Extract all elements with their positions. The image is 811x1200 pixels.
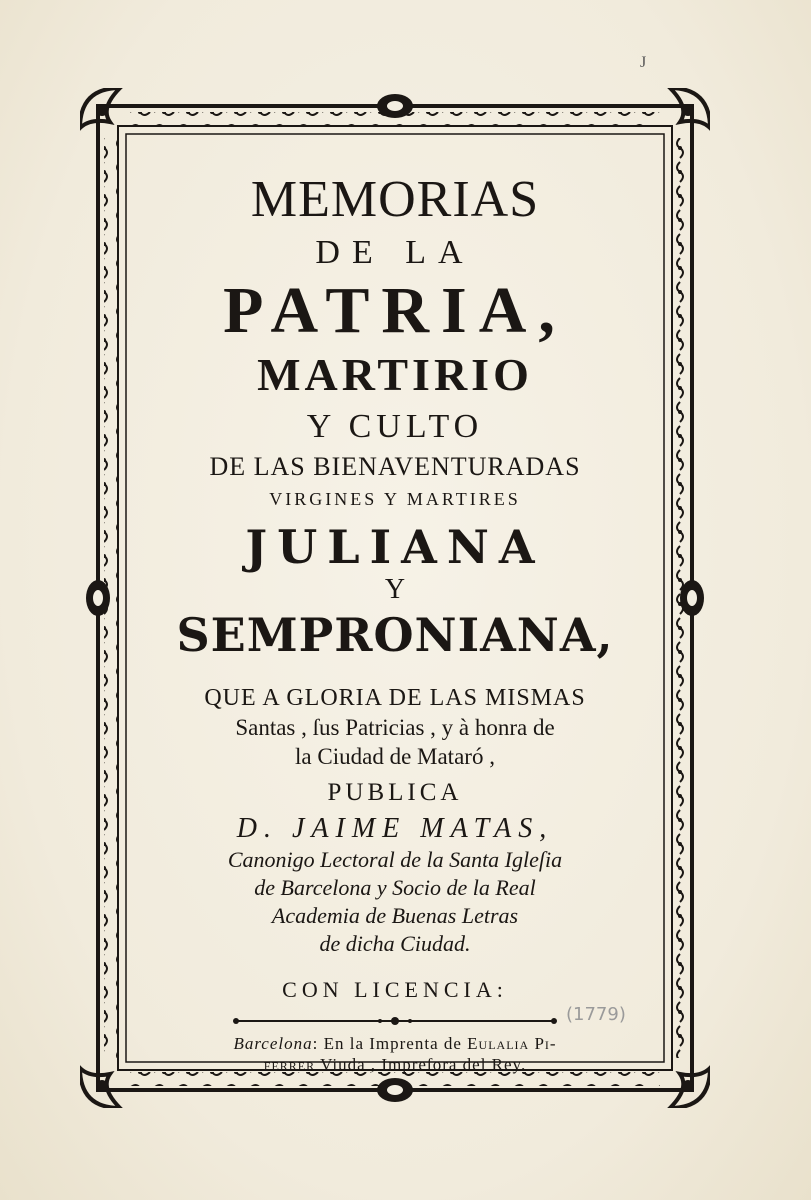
title-line-memorias: MEMORIAS: [250, 171, 540, 228]
author-desc-2: de Barcelona y Socio de la Real: [254, 875, 536, 900]
title-line-patria: PATRIA,: [223, 274, 567, 347]
pencil-date-annotation: (1779): [566, 1004, 626, 1025]
title-line-juliana: JULIANA: [245, 520, 545, 574]
author-desc-3: Academia de Buenas Letras: [271, 903, 519, 928]
author-name: D. JAIME MATAS,: [236, 813, 554, 844]
imprint-line1-rest: : En la Imprenta de: [312, 1034, 462, 1053]
licence-line: CON LICENCIA:: [282, 977, 508, 1002]
title-line-semproniana: SEMPRONIANA,: [176, 608, 614, 662]
corner-mark: J: [640, 54, 647, 71]
rule-ornament-icon: [230, 1013, 560, 1029]
dedication-line-2: Santas , ſus Patricias , y à honra de: [235, 715, 555, 740]
imprint-printer-last: ferrer: [263, 1055, 316, 1074]
title-line-y: Y: [384, 574, 406, 605]
publica-line: PUBLICA: [327, 779, 463, 806]
title-line-y-culto: Y CULTO: [306, 408, 484, 445]
title-block: [150, 160, 640, 1073]
author-desc-4: de dicha Ciudad.: [319, 931, 471, 956]
title-line-bienaventuradas: DE LAS BIENAVENTURADAS: [209, 452, 581, 481]
ornamental-rule: [230, 1013, 560, 1029]
imprint-line-1: [150, 1035, 640, 1052]
imprint-line2-rest: Viuda , Impreſora del Rey.: [315, 1055, 527, 1074]
title-line-virgines: VIRGINES Y MARTIRES: [269, 489, 521, 509]
dedication-line-1: QUE A GLORIA DE LAS MISMAS: [204, 685, 586, 711]
title-line-de-la: DE LA: [315, 234, 475, 271]
imprint-city: Barcelona: [233, 1034, 313, 1053]
imprint-printer-first: Eulalia Pi-: [467, 1034, 557, 1053]
imprint-line-2: [150, 1056, 640, 1073]
author-desc-1: Canonigo Lectoral de la Santa Igleſia: [227, 847, 563, 872]
dedication-line-3: la Ciudad de Mataró ,: [295, 744, 495, 769]
title-line-martirio: MARTIRIO: [257, 349, 533, 400]
